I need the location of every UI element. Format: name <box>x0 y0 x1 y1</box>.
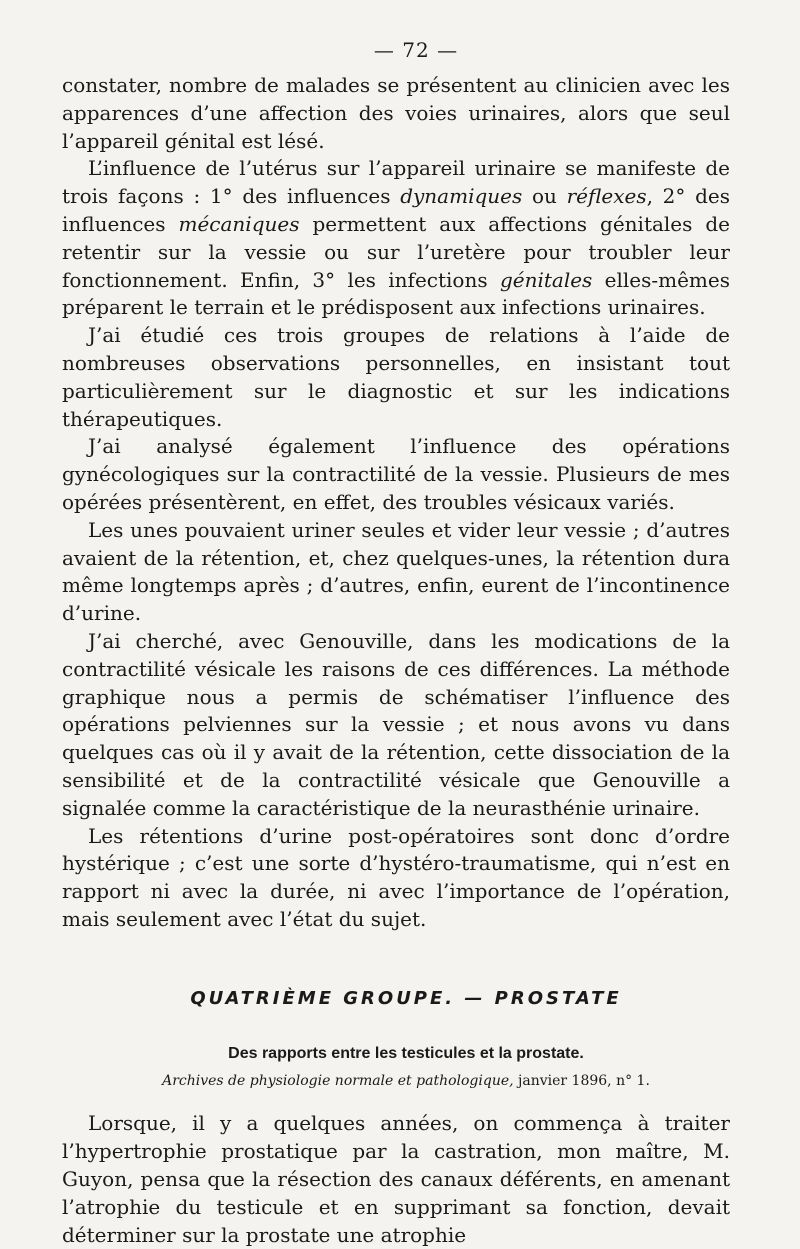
paragraph-text: permettent aux affections génitales de retentir sur la vessie ou sur l’uretère pour troubler leur fonctionnement. Enfin, 3° les infections <box>62 211 731 292</box>
paragraph-4 <box>62 433 730 516</box>
paragraph-text: , 2° des influences <box>62 184 730 236</box>
section-heading: QUATRIÈME GROUPE. — PROSTATE <box>190 987 622 1009</box>
paragraph-text: ou <box>522 184 567 209</box>
paragraph-text: Les unes pouvaient uriner seules et vider leur vessie ; d’autres avaient de la rétention, et, chez quelques-unes, la rétention dura même longtemps après ; d’autres, enfin, eurent de l’incontinence d’urine. <box>62 517 730 626</box>
italic-term: dynamiques <box>400 184 523 209</box>
paragraph-5 <box>62 517 730 628</box>
italic-term: mécaniques <box>178 211 300 236</box>
journal-name: Archives de physiologie normale et pathologique, <box>162 1072 514 1089</box>
paragraph-6 <box>62 628 730 823</box>
paragraph-text: L’influence de l’utérus sur l’appareil urinaire se manifeste de trois façons : 1° des influences <box>62 156 730 209</box>
paragraph-text: elles-mêmes préparent le terrain et le prédisposent aux infections urinaires. <box>62 267 730 320</box>
journal-date: janvier 1896, n° 1. <box>513 1072 650 1089</box>
italic-term: génitales <box>499 267 593 292</box>
article-source <box>62 1073 730 1089</box>
article-title: Des rapports entre les testicules et la prostate. <box>228 1044 584 1062</box>
page <box>62 38 730 1249</box>
paragraph-text: J’ai analysé également l’influence des opérations gynécologiques sur la contractilité de la vessie. Plusieurs de mes opérées présentèrent, en effet, des troubles vésicaux variés. <box>62 434 730 514</box>
paragraph-7 <box>62 823 730 934</box>
paragraph-text: constater, nombre de malades se présentent au clinicien avec les apparences d’une affection des voies urinaires, alors que seul l’appareil génital est lésé. <box>62 73 730 153</box>
body-text <box>62 72 730 934</box>
paragraph-text: J’ai étudié ces trois groupes de relations à l’aide de nombreuses observations personnelles, en insistant tout particulièrement sur le diagnostic et sur les indications thérapeutiques. <box>62 323 730 431</box>
lower-text <box>62 1109 730 1249</box>
paragraph-2 <box>62 155 730 322</box>
paragraph-text: J’ai cherché, avec Genouville, dans les modications de la contractilité vésicale les raisons de ces différences. La méthode graphique nous a permis de schématiser l’influence des opérations pelviennes sur la vessie ; et nous avons vu dans quelques cas où il y avait de la rétention, cette dissociation de la sensibilité et de la contractilité vésicale que Genouville a signalée comme la caractéristique de la neurasthénie urinaire. <box>62 628 730 820</box>
paragraph-text: Les rétentions d’urine post-opératoires sont donc d’ordre hystérique ; c’est une sorte d’hystéro-traumatisme, qui n’est en rapport ni avec la durée, ni avec l’importance de l’opération, mais seulement avec l’état du sujet. <box>62 823 730 931</box>
italic-term: réflexes <box>566 184 647 209</box>
paragraph-1 <box>62 72 730 155</box>
page-number: — 72 — <box>373 38 459 62</box>
final-paragraph: Lorsque, il y a quelques années, on commença à traiter l’hypertrophie prostatique par la castration, mon maître, M. Guyon, pensa que la résection des canaux déférents, en amenant l’atrophie du testicule et en supprimant sa fonction, devait déterminer sur la prostate une atrophie <box>62 1110 730 1247</box>
paragraph-3 <box>62 322 730 433</box>
